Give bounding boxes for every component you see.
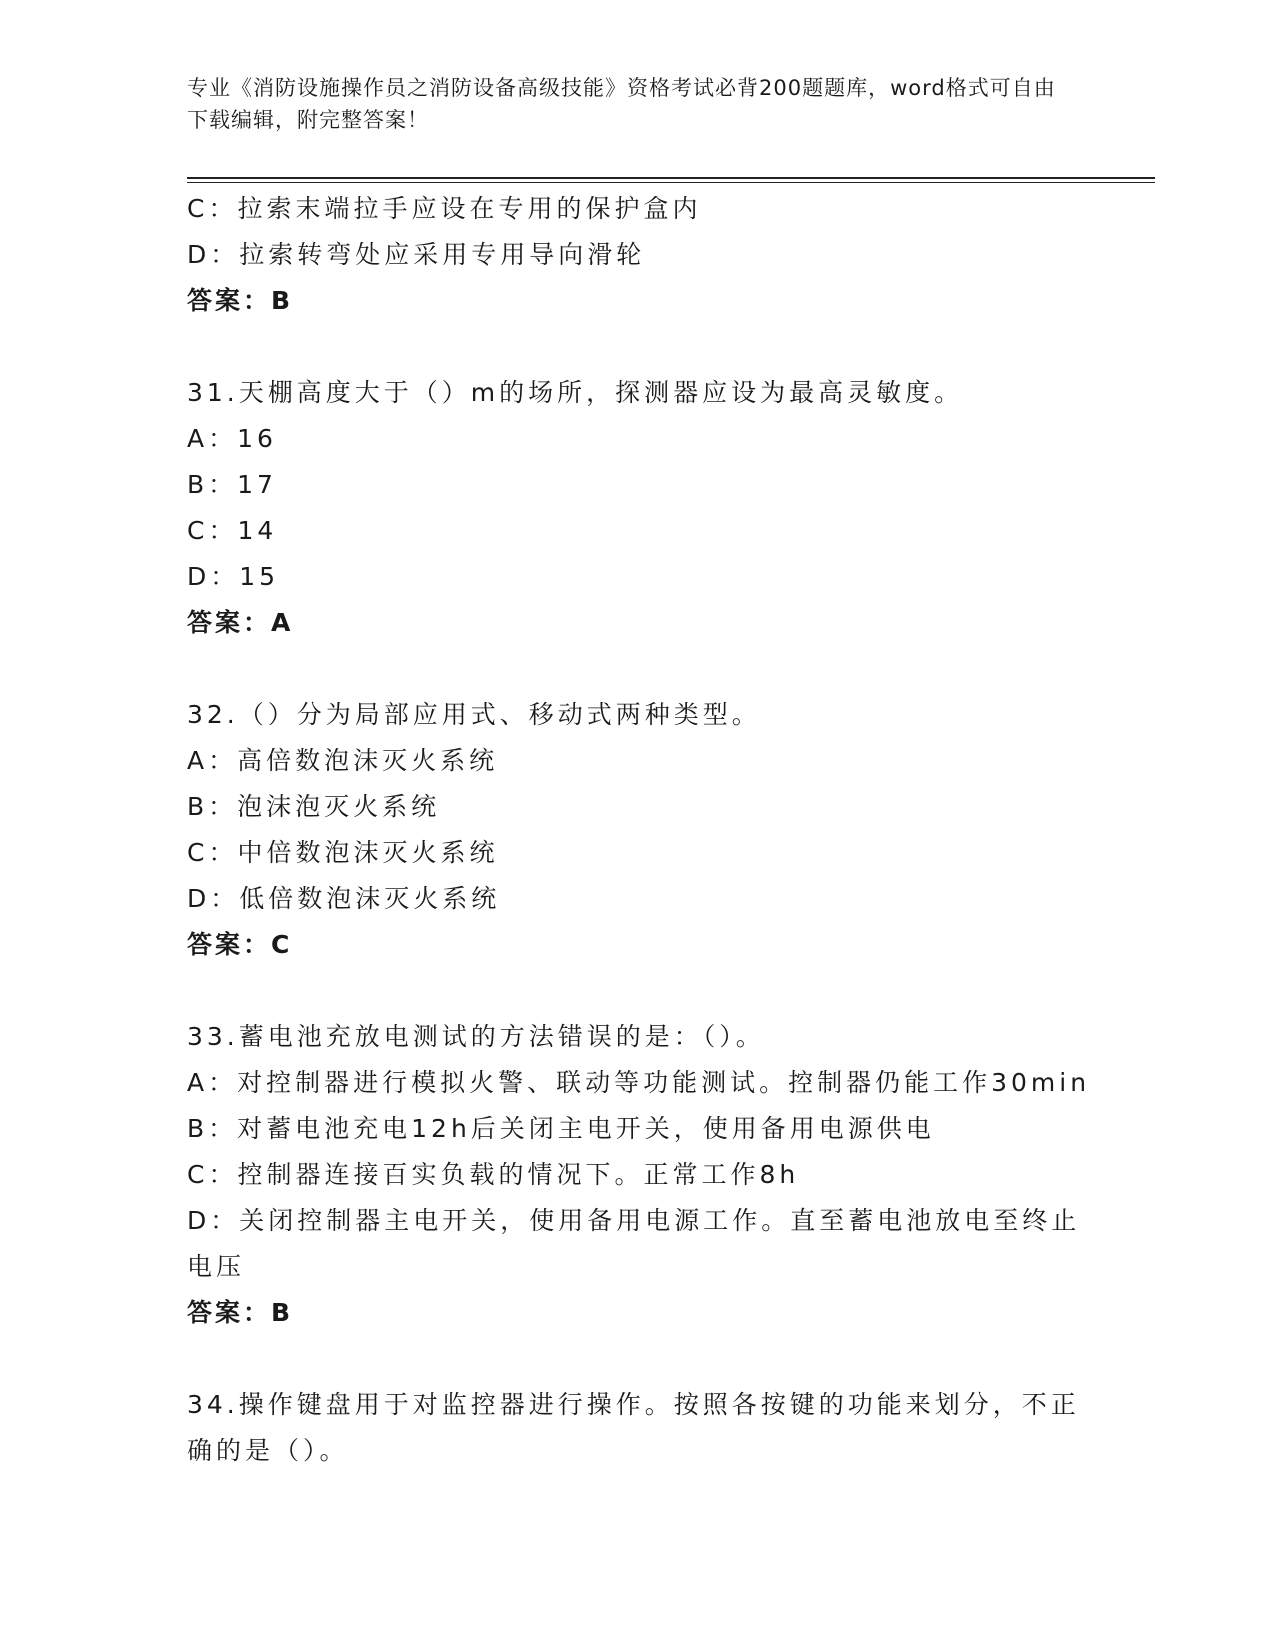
option-c: C：控制器连接百实负载的情况下。正常工作8h bbox=[187, 1160, 800, 1189]
question-stem: 34.操作键盘用于对监控器进行操作。按照各按键的功能来划分，不正确的是（）。 bbox=[187, 1390, 1080, 1465]
option-c: C：14 bbox=[187, 516, 278, 545]
option-d: D：低倍数泡沫灭火系统 bbox=[187, 884, 501, 913]
spacer bbox=[187, 968, 1087, 1014]
header-divider-thin bbox=[187, 182, 1155, 183]
option-d: D：拉索转弯处应采用专用导向滑轮 bbox=[187, 240, 646, 269]
spacer bbox=[187, 324, 1087, 370]
answer-line: 答案：B bbox=[187, 286, 294, 315]
option-b: B：泡沫泡灭火系统 bbox=[187, 792, 441, 821]
answer-line: 答案：C bbox=[187, 930, 293, 959]
option-c: C：拉索末端拉手应设在专用的保护盒内 bbox=[187, 194, 702, 223]
option-b: B：17 bbox=[187, 470, 277, 499]
option-d: D：15 bbox=[187, 562, 280, 591]
document-header: 专业《消防设施操作员之消防设备高级技能》资格考试必背200题题库，word格式可自由下载编辑，附完整答案！ bbox=[187, 76, 1056, 132]
header-divider-thick bbox=[187, 177, 1155, 179]
option-c: C：中倍数泡沫灭火系统 bbox=[187, 838, 499, 867]
answer-line: 答案：A bbox=[187, 608, 294, 637]
option-b: B：对蓄电池充电12h后关闭主电开关，使用备用电源供电 bbox=[187, 1114, 935, 1143]
question-stem: 33.蓄电池充放电测试的方法错误的是：（）。 bbox=[187, 1022, 765, 1051]
option-a: A：高倍数泡沫灭火系统 bbox=[187, 746, 499, 775]
option-a: A：对控制器进行模拟火警、联动等功能测试。控制器仍能工作30min bbox=[187, 1068, 1091, 1097]
question-content bbox=[187, 186, 1091, 1474]
question-stem: 32.（）分为局部应用式、移动式两种类型。 bbox=[187, 700, 761, 729]
option-a: A：16 bbox=[187, 424, 277, 453]
spacer bbox=[187, 646, 1087, 692]
answer-line: 答案：B bbox=[187, 1298, 294, 1327]
question-stem: 31.天棚高度大于（）m的场所，探测器应设为最高灵敏度。 bbox=[187, 378, 964, 407]
option-d: D：关闭控制器主电开关，使用备用电源工作。直至蓄电池放电至终止电压 bbox=[187, 1206, 1081, 1281]
spacer bbox=[187, 1336, 1087, 1382]
